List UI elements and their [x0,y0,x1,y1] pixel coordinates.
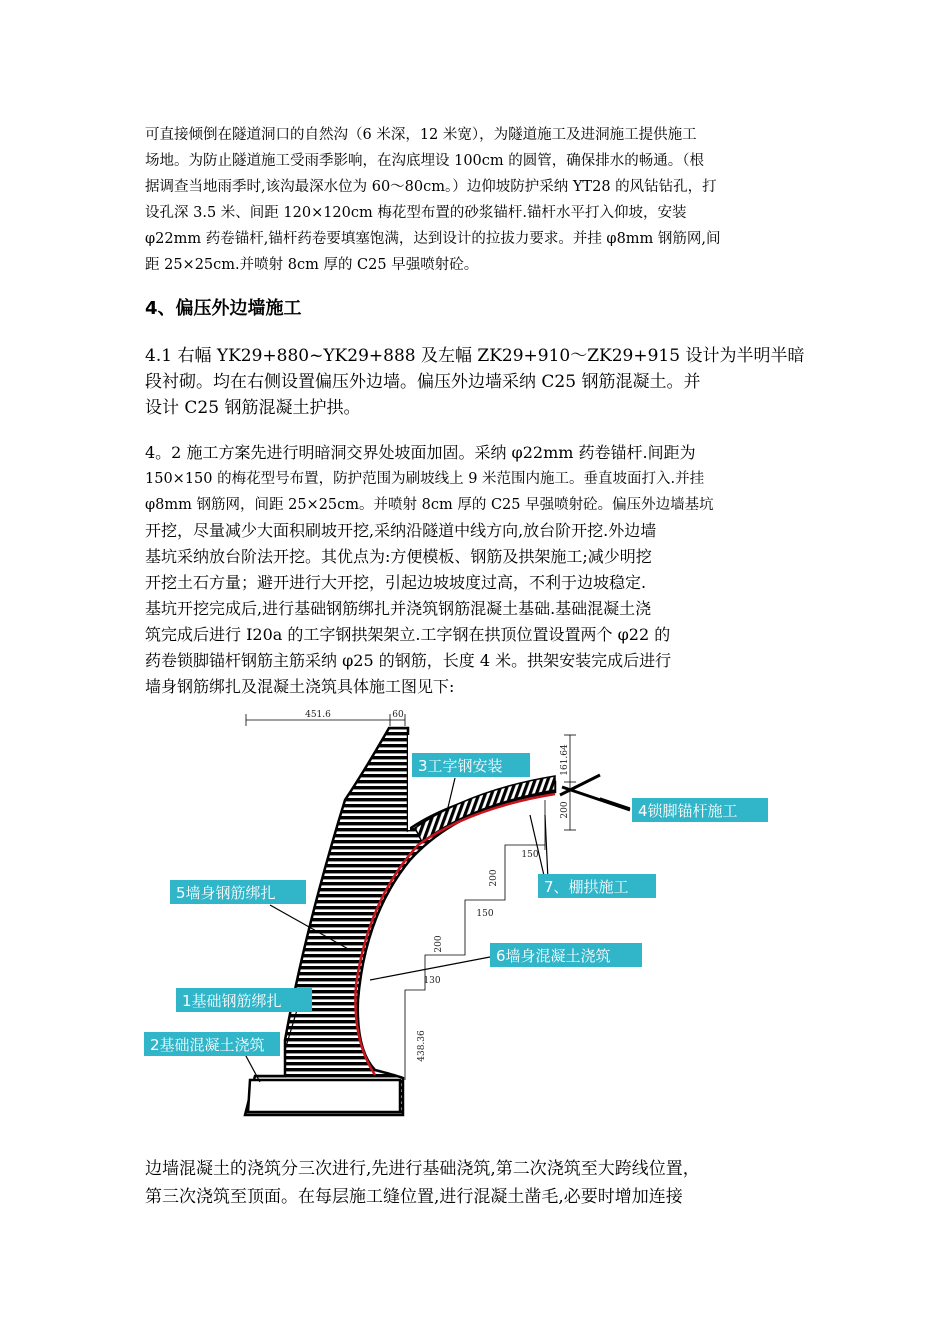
dim-label: 161.64 [560,744,570,776]
text-line: φ22mm 药卷锚杆,锚杆药卷要填塞饱满，达到设计的拉拔力要求。并挂 φ8mm 钢筋网,间 [145,231,721,247]
label-text: 4锁脚锚杆施工 [638,802,738,820]
label-text: 1基础钢筋绑扎 [182,992,282,1010]
label-1-base-rebar [176,988,312,1012]
text-line: 设孔深 3.5 米、间距 120×120cm 梅花型布置的砂浆锚杆.锚杆水平打入仰坡，安装 [145,205,687,221]
dimension-right [560,735,576,830]
label-text: 2基础混凝土浇筑 [150,1036,265,1054]
dim-label: 130 [423,976,441,986]
text-line: 药卷锁脚锚杆钢筋主筋采纳 φ25 的钢筋，长度 4 米。拱架安装完成后进行 [145,651,672,670]
text-line: 开挖，尽量减少大面积刷坡开挖,采纳沿隧道中线方向,放台阶开挖.外边墙 [145,521,657,540]
label-3-steel-install [412,753,530,777]
text-line: 场地。为防止隧道施工受雨季影响，在沟底埋设 100cm 的圆管，确保排水的畅通。（根 [145,153,705,169]
label-text: 3工字钢安装 [418,757,503,775]
text-line: 150×150 的梅花型号布置，防护范围为刷坡线上 9 米范围内施工。垂直坡面打入.并挂 [145,471,705,487]
label-4-lock-bolt [632,798,768,822]
dim-label: 438.36 [417,1030,427,1062]
dim-label: 150 [476,909,494,919]
dim-label: 200 [560,801,570,819]
label-text: 5墙身钢筋绑扎 [176,884,276,902]
label-2-base-concrete [144,1032,280,1056]
text-line: 据调查当地雨季时,该沟最深水位为 60～80cm。）边仰坡防护采纳 YT28 的风钻钻孔，打 [145,179,717,195]
text-line: 基坑开挖完成后,进行基础钢筋绑扎并浇筑钢筋混凝土基础.基础混凝土浇 [145,599,652,618]
text-line: 基坑采纳放台阶法开挖。其优点为:方便模板、钢筋及拱架施工;减少明挖 [145,547,652,566]
section-heading: 4、偏压外边墙施工 [145,298,302,319]
text-line: 筑完成后进行 I20a 的工字钢拱架架立.工字钢在拱顶位置设置两个 φ22 的 [145,625,671,644]
text-line: 4.1 右幅 YK29+880~YK29+888 及左幅 ZK29+910～ZK29+915 设计为半明半暗 [145,346,805,366]
text-line: 4。2 施工方案先进行明暗洞交界处坡面加固。采纳 φ22mm 药卷锚杆.间距为 [145,443,696,462]
text-line: 墙身钢筋绑扎及混凝土浇筑具体施工图见下: [145,677,455,696]
dim-label: 60 [392,710,404,720]
paragraph-pouring [145,1155,805,1211]
text-line: 段衬砌。均在右侧设置偏压外边墙。偏压外边墙采纳 C25 钢筋混凝土。并 [145,372,701,392]
text-line: 边墙混凝土的浇筑分三次进行,先进行基础浇筑,第二次浇筑至大跨线位置， [145,1159,700,1179]
dim-label: 200 [434,935,444,953]
text-line: 第三次浇筑至顶面。在每层施工缝位置,进行混凝土凿毛,必要时增加连接 [145,1187,683,1207]
dimension-top [246,710,405,726]
label-text: 6墙身混凝土浇筑 [496,947,611,965]
dim-label: 451.6 [305,710,331,720]
dim-label: 200 [489,869,499,887]
label-text: 7、棚拱施工 [544,878,629,896]
text-line: 距 25×25cm.并喷射 8cm 厚的 C25 早强喷射砼。 [145,257,479,273]
text-line: 设计 C25 钢筋混凝土护拱。 [145,398,361,418]
label-7-arch [538,874,656,898]
text-line: 可直接倾倒在隧道洞口的自然沟（6 米深，12 米宽），为隧道施工及进洞施工提供施工 [145,127,697,143]
label-5-wall-rebar [170,880,306,904]
text-line: 开挖土石方量；避开进行大开挖，引起边坡坡度过高，不利于边坡稳定. [145,573,647,592]
label-6-wall-concrete [490,943,642,967]
text-line: φ8mm 钢筋网，间距 25×25cm。并喷射 8cm 厚的 C25 早强喷射砼。偏压外边墙基坑 [145,497,714,513]
dim-label: 150 [521,850,539,860]
